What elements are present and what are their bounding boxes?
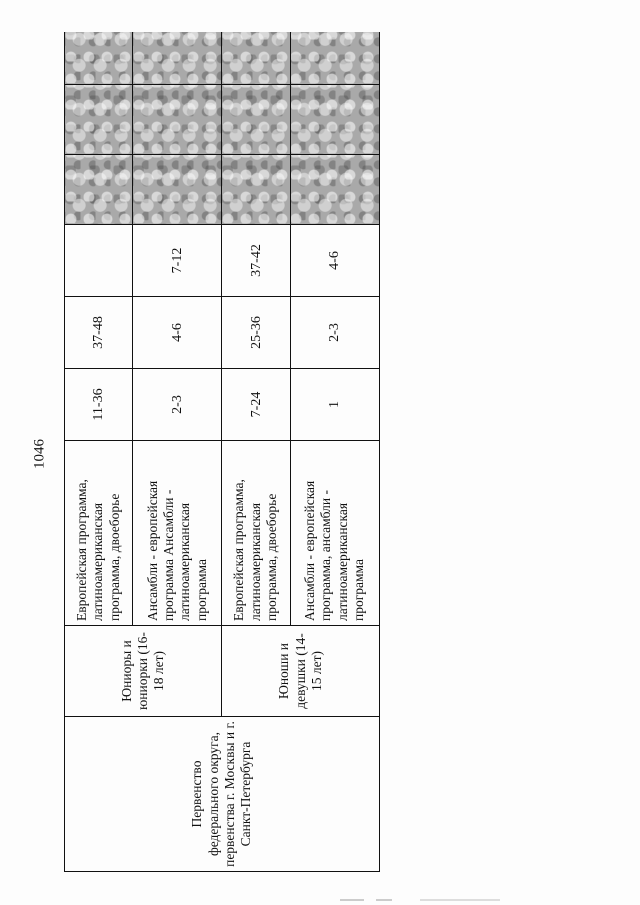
shaded-cell [133,32,222,85]
program-cell: Ансамбли - европейская программа, ансамбли - латиноамериканская программа [290,441,379,626]
value-cell: 2-3 [290,297,379,369]
value-cell [65,225,133,297]
shaded-cell [290,155,379,225]
value-cell: 4-6 [290,225,379,297]
program-cell: Европейская программа, латиноамериканская программа, двоеборье [222,441,290,626]
value-cell: 1 [290,369,379,441]
value-cell: 25-36 [222,297,290,369]
value-cell: 4-6 [133,297,222,369]
shaded-cell [65,155,133,225]
program-cell: Европейская программа, латиноамериканская программа, двоеборье [65,441,133,626]
value-cell: 37-48 [65,297,133,369]
value-cell: 2-3 [133,369,222,441]
shaded-cell [222,85,290,155]
shaded-cell [65,85,133,155]
shaded-cell [222,155,290,225]
table-row [65,32,133,872]
rotated-table-frame [64,32,380,872]
shaded-cell [290,85,379,155]
shaded-cell [290,32,379,85]
age-group-cell: Юниоры и юниорки (16-18 лет) [65,626,222,717]
age-group-cell: Юноши и девушки (14-15 лет) [222,626,380,717]
shaded-cell [222,32,290,85]
shaded-cell [133,155,222,225]
page-number: 1046 [31,439,48,469]
scan-edge-marks [340,899,540,901]
ranking-table [64,32,380,872]
shaded-cell [133,85,222,155]
program-cell: Ансамбли - европейская программа Ансамбли - латиноамериканская программа [133,441,222,626]
value-cell: 7-24 [222,369,290,441]
value-cell: 37-42 [222,225,290,297]
competition-cell: Первенство федерального округа, первенства г. Москвы и г. Санкт-Петербурга [65,717,380,872]
value-cell: 7-12 [133,225,222,297]
value-cell: 11-36 [65,369,133,441]
shaded-cell [65,32,133,85]
